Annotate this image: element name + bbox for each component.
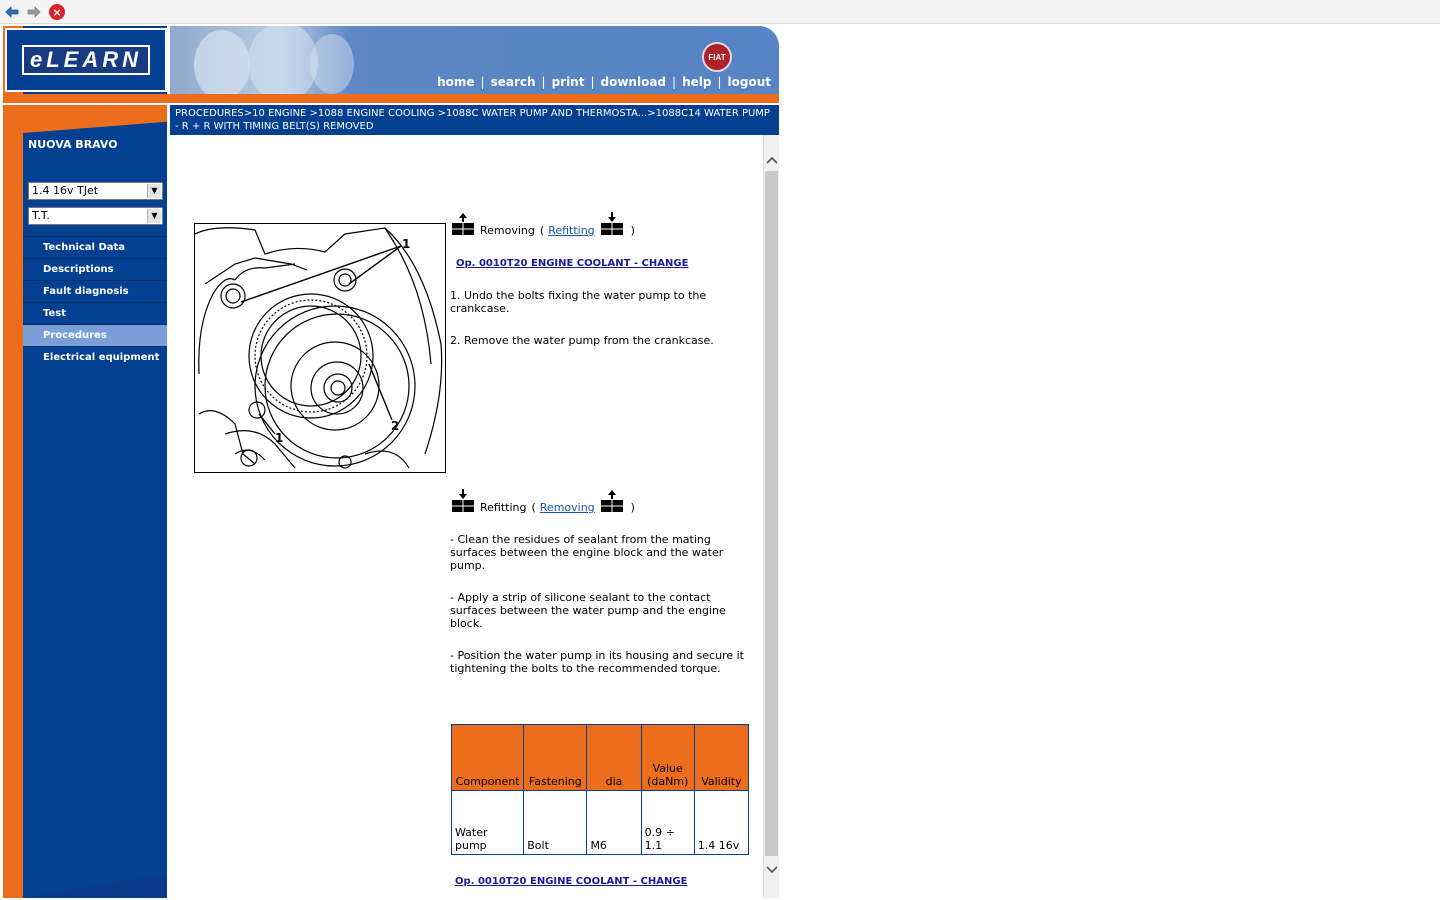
refitting-link[interactable]: Refitting [548, 224, 595, 237]
header-orange-stripe [3, 94, 779, 103]
install-arrow-icon [599, 211, 625, 237]
engine-select[interactable] [28, 182, 163, 200]
nav-logout-link[interactable]: logout [727, 75, 771, 89]
breadcrumb: PROCEDURES>10 ENGINE >1088 ENGINE COOLING >1088C WATER PUMP AND THERMOSTA...>1088C14 WATER PUMP - R + R WITH TIMING BELT(S) REMOVED [170, 105, 779, 135]
elearn-logo [5, 28, 167, 92]
removing-section [450, 211, 750, 347]
nav-separator: | [717, 75, 722, 89]
banner-photo-face [248, 26, 318, 94]
table-cell-dia: M6 [587, 791, 641, 855]
orange-left-border [3, 26, 23, 898]
banner-photo-face [194, 30, 250, 94]
close-icon[interactable]: × [49, 4, 65, 20]
paren-close: ) [630, 224, 635, 237]
refitting-header [450, 488, 750, 514]
table-cell-value: 0.9 ÷ 1.1 [641, 791, 694, 855]
nav-separator: | [480, 75, 485, 89]
logo-text: eLEARN [22, 45, 150, 75]
install-arrow-icon [450, 488, 476, 514]
refitting-step-1: - Clean the residues of sealant from the mating surfaces between the engine block and the water pump. [450, 533, 724, 572]
nav-home-link[interactable]: home [437, 75, 475, 89]
nav-search-link[interactable]: search [490, 75, 536, 89]
table-cell-component: Water pump [452, 791, 524, 855]
nav-separator: | [672, 75, 677, 89]
dropdown-arrow-icon[interactable]: ▼ [147, 209, 161, 223]
sidebar-item-fault-diagnosis[interactable]: Fault diagnosis [23, 280, 167, 302]
nav-print-link[interactable]: print [551, 75, 585, 89]
removing-link[interactable]: Removing [539, 501, 595, 514]
fiat-logo-text: FIAT [708, 52, 726, 62]
removing-step-2: 2. Remove the water pump from the crankcase. [450, 334, 714, 347]
callout-label-1-lower: 1 [275, 431, 284, 445]
remove-arrow-icon [450, 211, 476, 237]
column-header-dia: dia [587, 725, 641, 791]
nav-help-link[interactable]: help [682, 75, 712, 89]
remove-arrow-icon [599, 488, 625, 514]
sidebar-item-test[interactable]: Test [23, 302, 167, 324]
nav-separator: | [590, 75, 595, 89]
version-select[interactable] [28, 207, 163, 225]
callout-label-1: 1 [402, 237, 411, 251]
banner-photo-face [310, 34, 354, 94]
removing-step-1: 1. Undo the bolts fixing the water pump to the crankcase. [450, 289, 707, 315]
column-header-value: Value (daNm) [641, 725, 694, 791]
refitting-section [450, 488, 750, 675]
column-header-validity: Validity [694, 725, 748, 791]
sidebar-item-procedures[interactable]: Procedures [23, 324, 167, 346]
table-cell-validity: 1.4 16v [694, 791, 748, 855]
removing-title: Removing [480, 224, 535, 237]
sidebar-menu [23, 236, 167, 368]
paren-open: ( [531, 501, 536, 514]
engine-select-value: 1.4 16v TJet [32, 184, 99, 197]
water-pump-drawing [195, 224, 445, 472]
refitting-step-3: - Position the water pump in its housing and secure it tightening the bolts to the recommended torque. [450, 649, 744, 675]
top-navigation [437, 75, 771, 89]
sidebar-item-technical-data[interactable]: Technical Data [23, 236, 167, 258]
scroll-up-icon[interactable] [764, 151, 779, 169]
nav-download-link[interactable]: download [600, 75, 667, 89]
car-model-title: NUOVA BRAVO [28, 138, 118, 151]
paren-close: ) [630, 501, 635, 514]
main-content [170, 135, 763, 898]
op-coolant-change-link[interactable]: Op. 0010T20 ENGINE COOLANT - CHANGE [456, 258, 689, 269]
removing-header [450, 211, 750, 237]
nav-separator: | [541, 75, 546, 89]
content-scrollbar[interactable] [763, 135, 779, 898]
column-header-fastening: Fastening [524, 725, 587, 791]
sidebar-item-descriptions[interactable]: Descriptions [23, 258, 167, 280]
table-row [452, 791, 749, 855]
back-arrow-icon[interactable] [4, 4, 20, 20]
scroll-down-icon[interactable] [764, 861, 779, 879]
table-header-row [452, 725, 749, 791]
version-select-value: T.T. [32, 209, 50, 222]
sidebar-item-electrical-equipment[interactable]: Electrical equipment [23, 346, 167, 368]
paren-open: ( [539, 224, 545, 237]
table-cell-fastening: Bolt [524, 791, 587, 855]
bottom-op-coolant-change-link[interactable]: Op. 0010T20 ENGINE COOLANT - CHANGE [455, 876, 688, 887]
scrollbar-thumb[interactable] [765, 171, 778, 856]
header-banner [170, 26, 779, 94]
dropdown-arrow-icon[interactable]: ▼ [147, 184, 161, 198]
refitting-title: Refitting [480, 501, 527, 514]
sidebar-background [23, 26, 167, 898]
torque-table [451, 724, 749, 855]
refitting-step-2: - Apply a strip of silicone sealant to the contact surfaces between the water pump and the engine block. [450, 591, 726, 630]
callout-label-2: 2 [391, 419, 400, 433]
elearn-app [3, 26, 780, 898]
fiat-logo [702, 42, 732, 72]
browser-toolbar [0, 0, 1440, 24]
forward-arrow-icon[interactable] [26, 4, 42, 20]
water-pump-illustration [194, 223, 446, 473]
column-header-component: Component [452, 725, 524, 791]
